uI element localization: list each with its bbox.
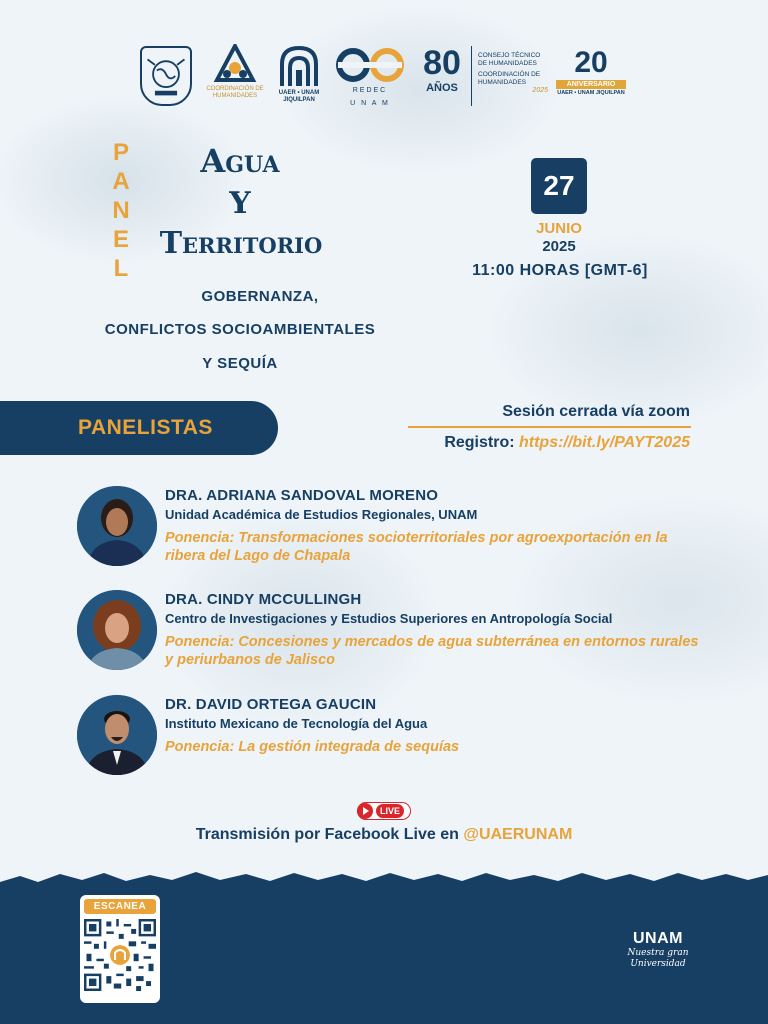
panel-letter: N <box>112 197 130 224</box>
consejo-logo <box>478 52 548 95</box>
date-month: JUNIO <box>536 220 582 237</box>
panelist-2-institution: Centro de Investigaciones y Estudios Superiores en Antropología Social <box>165 611 613 626</box>
subtitle-line2: CONFLICTOS SOCIOAMBIENTALES <box>104 321 376 338</box>
title-line1: Agua <box>200 142 280 180</box>
live-label: LIVE <box>376 804 404 818</box>
panelistas-banner <box>0 401 278 455</box>
qr-card[interactable] <box>78 893 162 1005</box>
twenty-number: 20 <box>574 46 608 79</box>
unam-shield-logo <box>140 46 192 106</box>
logo-divider <box>471 46 472 106</box>
session-divider <box>408 426 691 428</box>
panelist-2-name: DRA. CINDY MCCULLINGH <box>165 591 362 608</box>
coordinacion-text: COORDINACIÓN DE HUMANIDADES <box>206 86 264 99</box>
panel-letter: P <box>112 139 129 166</box>
session-mode: Sesión cerrada vía zoom <box>502 403 690 420</box>
scan-label: ESCANEA <box>84 899 156 914</box>
panelist-3-name: DR. DAVID ORTEGA GAUCIN <box>165 696 377 713</box>
title-line2: Y <box>229 186 251 221</box>
eighty-years-logo <box>418 44 466 94</box>
redec-logo <box>336 48 404 108</box>
panel-letter: A <box>112 168 130 195</box>
date-year: 2025 <box>542 238 576 255</box>
registro-label: Registro: <box>444 434 519 451</box>
uaer-text: UAER • UNAM JIQUILPAN <box>278 90 320 103</box>
consejo-year: 2025 <box>532 87 548 94</box>
panelist-1-talk: Ponencia: Transformaciones socioterritoriales por agroexportación en la ribera del Lago de Chapala <box>165 530 668 564</box>
panel-letter: E <box>112 226 129 253</box>
unam-slogan-line2: Universidad <box>630 959 686 969</box>
twenty-sub: UAER • UNAM JIQUILPAN <box>557 90 625 96</box>
live-badge <box>357 802 411 820</box>
panelist-1-avatar <box>77 486 157 566</box>
registro-line <box>380 434 690 452</box>
redec-name: REDEC <box>352 87 388 94</box>
registro-link[interactable]: https://bit.ly/PAYT2025 <box>519 434 690 451</box>
title-line3: Territorio <box>159 226 323 261</box>
panelist-3-avatar <box>77 695 157 775</box>
panelist-1-institution: Unidad Académica de Estudios Regionales, UNAM <box>165 507 478 522</box>
panelist-3-institution: Instituto Mexicano de Tecnología del Agua <box>165 716 428 731</box>
uaer-logo <box>274 44 324 104</box>
event-time: 11:00 HORAS [GMT-6] <box>472 262 648 279</box>
facebook-live-text: Transmisión por Facebook Live en <box>195 826 464 843</box>
unam-slogan-line1: Nuestra gran <box>627 948 689 958</box>
unam-wordmark: UNAM <box>633 930 683 947</box>
panelistas-label: PANELISTAS <box>78 416 213 439</box>
consejo-line1: CONSEJO TÉCNICO DE HUMANIDADES <box>478 52 541 67</box>
qr-code-icon[interactable] <box>84 919 156 991</box>
coordinacion-logo <box>206 44 264 100</box>
eighty-label: AÑOS <box>426 82 458 94</box>
date-day-badge: 27 <box>531 158 587 214</box>
subtitle-line1: GOBERNANZA, <box>201 288 319 305</box>
panel-letter: L <box>113 255 129 282</box>
panel-vertical-word <box>110 138 132 283</box>
twenty-ribbon: ANIVERSARIO <box>556 80 626 89</box>
twenty-anniversary-logo <box>554 46 628 96</box>
logo-strip <box>138 44 638 110</box>
panelist-1-name: DRA. ADRIANA SANDOVAL MORENO <box>165 487 439 504</box>
unam-footer-logo <box>622 930 694 970</box>
subtitle-line3: Y SEQUÍA <box>202 355 278 372</box>
facebook-live-line <box>100 826 668 844</box>
redec-sub: U N A M <box>350 100 390 107</box>
facebook-handle[interactable]: @UAERUNAM <box>463 826 573 843</box>
consejo-line2: COORDINACIÓN DE HUMANIDADES <box>478 71 541 86</box>
panelist-2-avatar <box>77 590 157 670</box>
play-icon <box>357 803 373 819</box>
panelist-2-talk: Ponencia: Concesiones y mercados de agua subterránea en entornos rurales y periurbanos de Jalisco <box>165 634 699 668</box>
eighty-number: 80 <box>423 44 461 82</box>
panelist-3-talk: Ponencia: La gestión integrada de sequías <box>165 739 460 755</box>
